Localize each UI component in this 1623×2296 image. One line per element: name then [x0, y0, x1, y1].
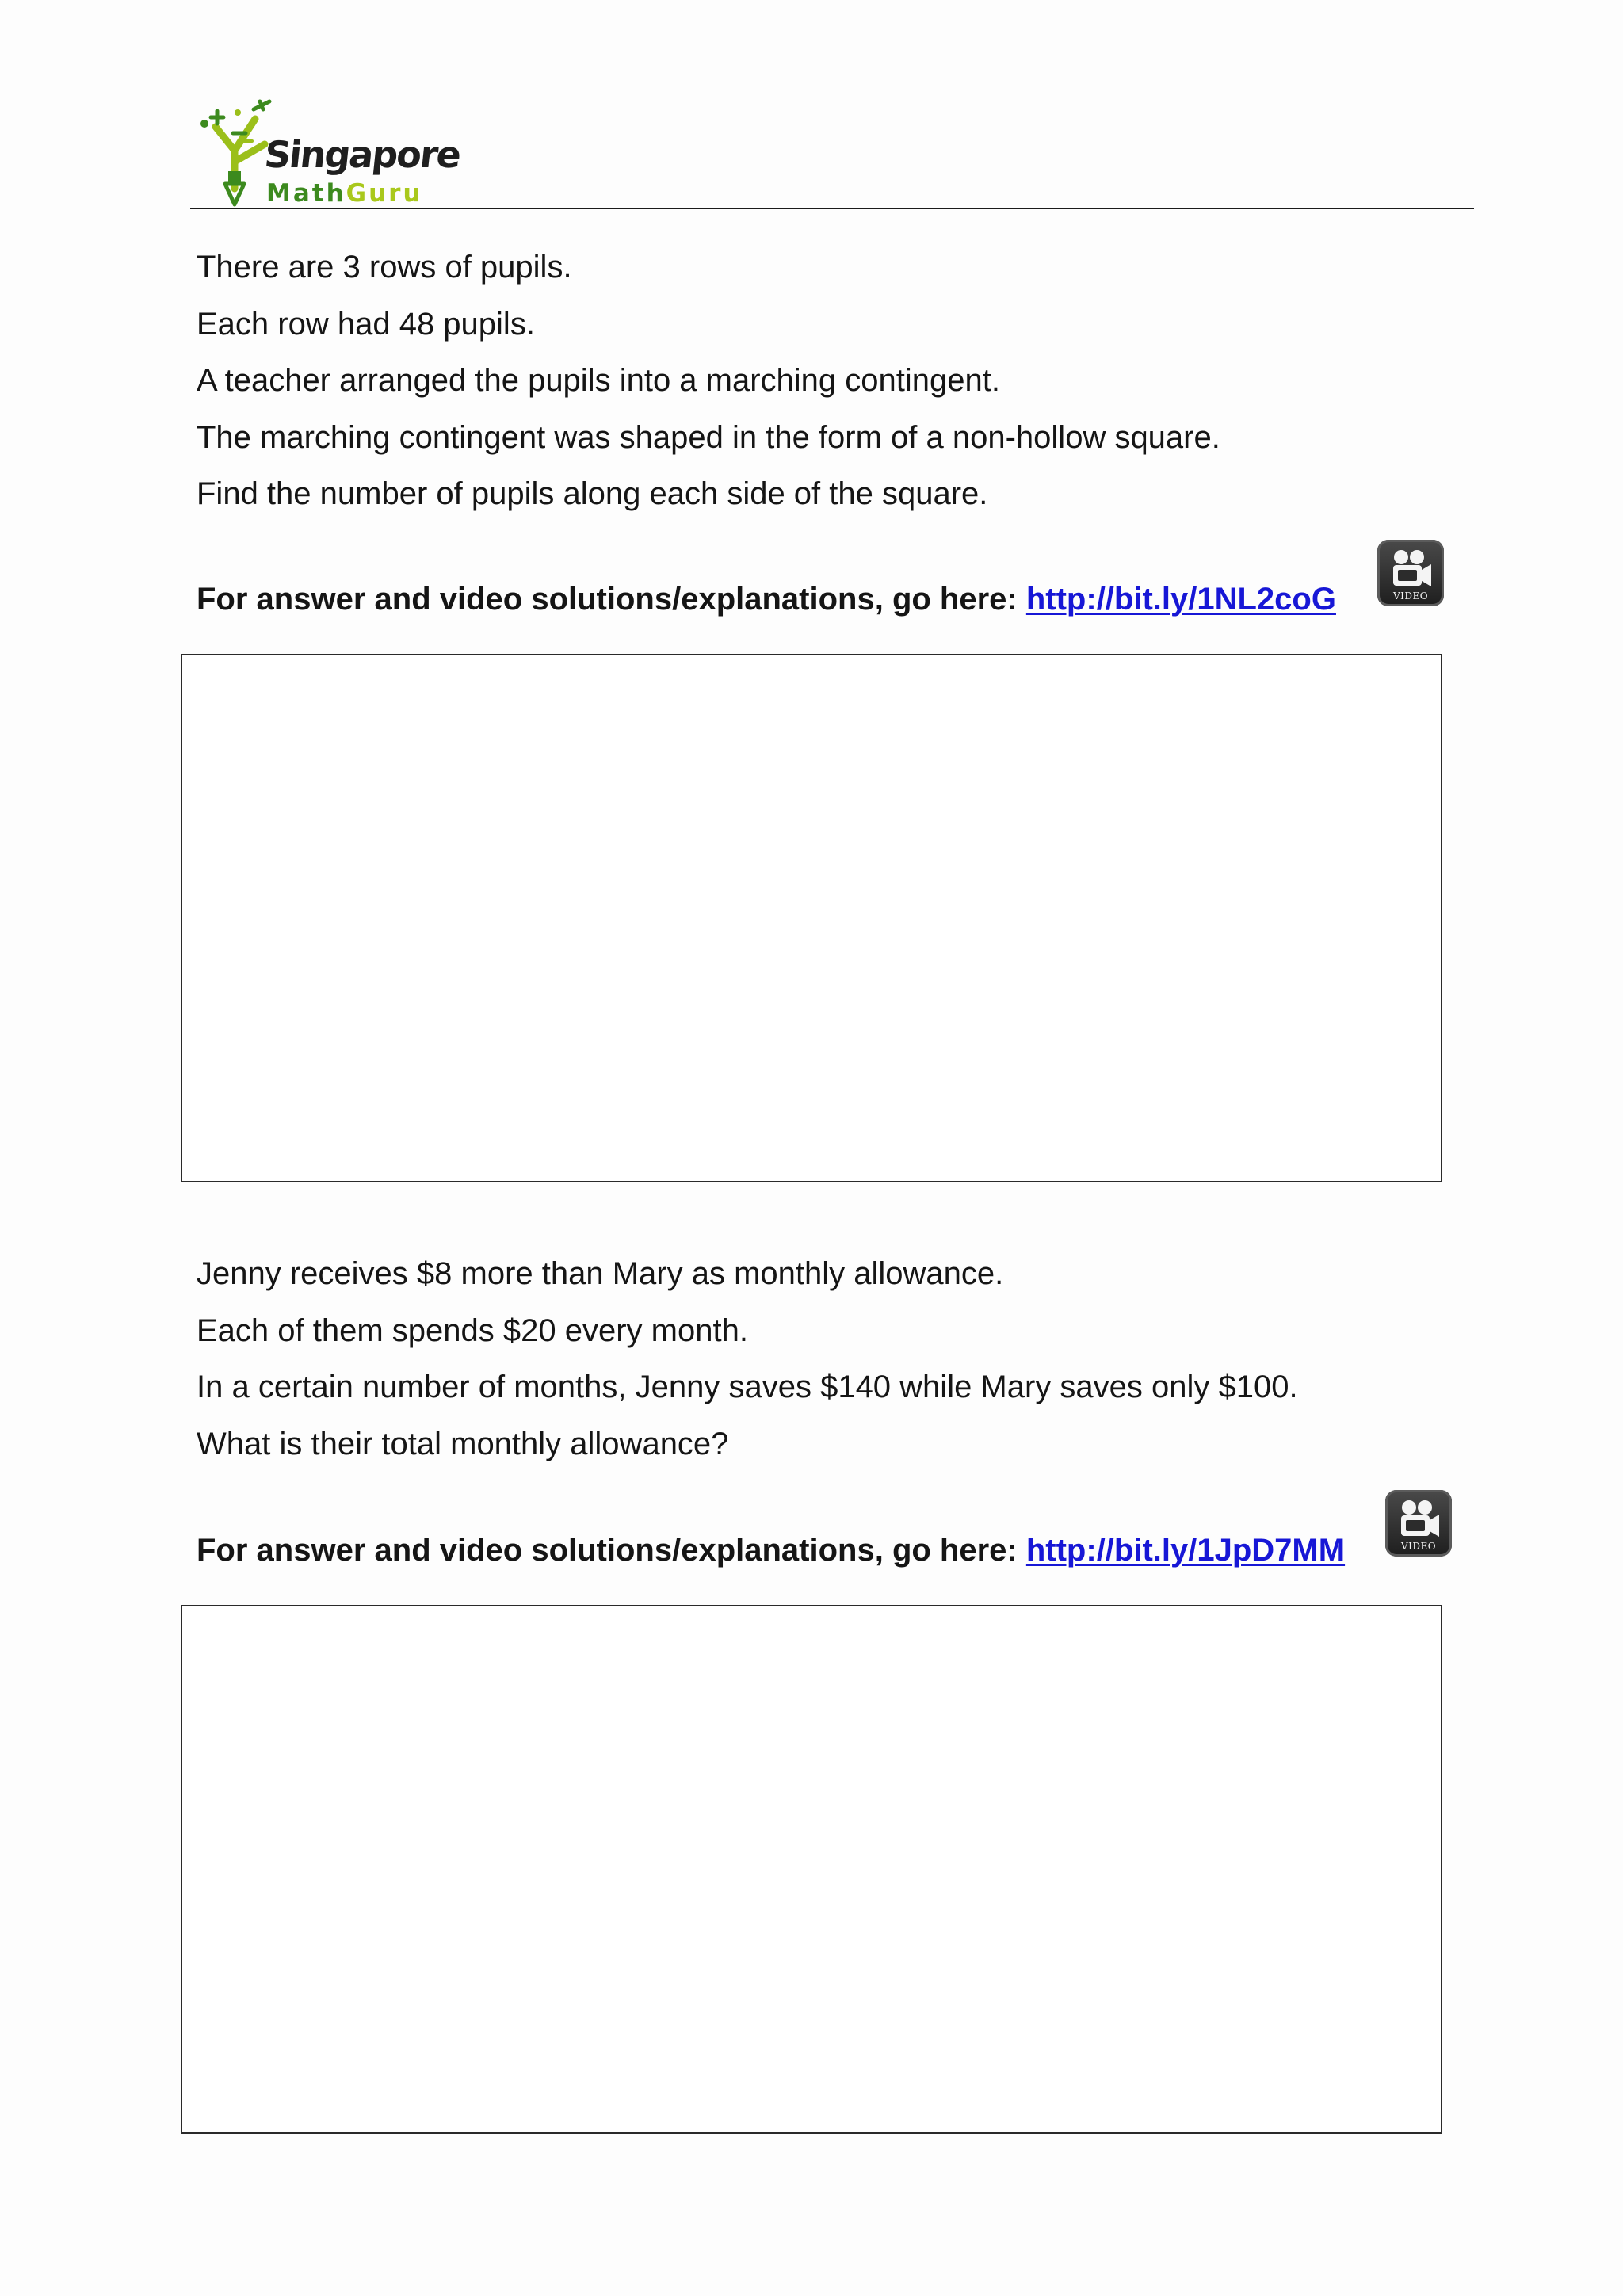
video-label: VIDEO — [1392, 590, 1429, 602]
logo-text-mathguru — [266, 179, 423, 208]
problem-1-working-box[interactable] — [181, 654, 1442, 1182]
logo-text-singapore: Singapore — [262, 133, 462, 176]
problem-2-line: What is their total monthly allowance? — [197, 1426, 729, 1461]
video-camera-icon[interactable] — [1385, 1490, 1452, 1557]
problem-1-answer-line — [197, 582, 1336, 617]
problem-1-line: The marching contingent was shaped in the form of a non-hollow square. — [197, 419, 1220, 455]
problem-2-line: In a certain number of months, Jenny saves $140 while Mary saves only $100. — [197, 1370, 1298, 1404]
problem-1-text — [197, 239, 1504, 523]
answer-prompt: For answer and video solutions/explanations, go here: — [197, 582, 1026, 617]
problem-1-line: A teacher arranged the pupils into a marching contingent. — [197, 363, 1000, 398]
problem-2-line: Jenny receives $8 more than Mary as monthly allowance. — [197, 1256, 1004, 1291]
problem-1-line: Find the number of pupils along each side of the square. — [197, 476, 988, 511]
singapore-mathguru-logo — [193, 95, 462, 214]
problem-2-text — [197, 1246, 1504, 1473]
problem-2-answer-line — [197, 1533, 1345, 1568]
problem-1-line: Each row had 48 pupils. — [197, 306, 535, 342]
logo-text-math: Math — [266, 179, 346, 208]
problem-1-line: There are 3 rows of pupils. — [197, 250, 572, 285]
problem-2-line: Each of them spends $20 every month. — [197, 1312, 748, 1348]
logo-text-guru: Guru — [346, 179, 423, 208]
video-camera-icon[interactable] — [1377, 540, 1444, 606]
answer-link[interactable]: http://bit.ly/1NL2coG — [1025, 582, 1336, 617]
problem-2-working-box[interactable] — [181, 1605, 1442, 2134]
answer-link[interactable]: http://bit.ly/1JpD7MM — [1025, 1533, 1346, 1568]
answer-prompt: For answer and video solutions/explanations, go here: — [197, 1533, 1026, 1568]
header-divider — [190, 208, 1474, 209]
video-label: VIDEO — [1400, 1541, 1437, 1552]
